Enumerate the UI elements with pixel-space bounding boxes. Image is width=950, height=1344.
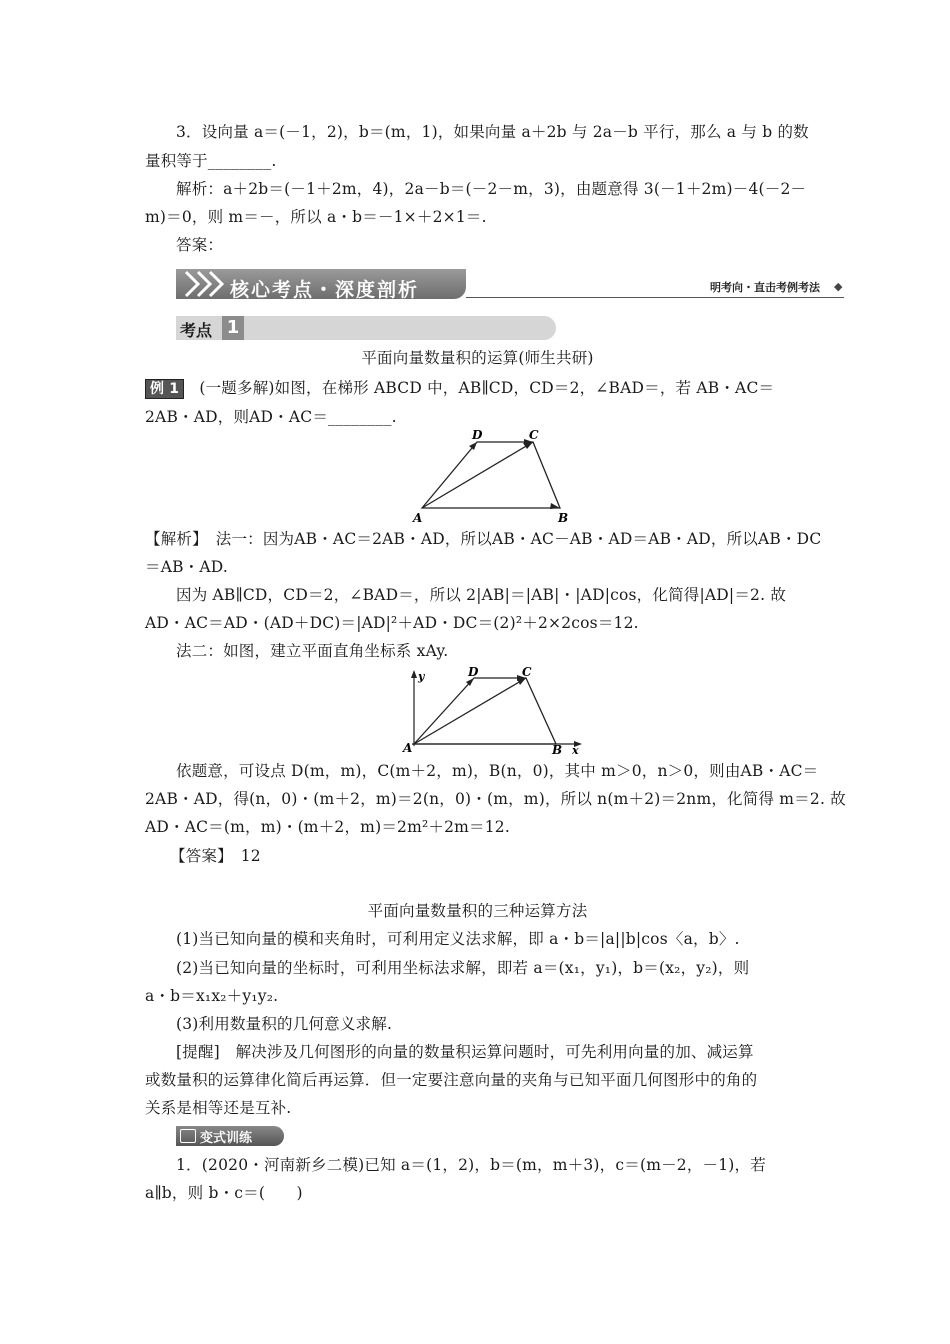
banner-subtitle: 明考向・直击考例考法 — [710, 281, 820, 294]
coordinate-figure — [400, 666, 590, 756]
methods-title: 平面向量数量积的三种运算方法 — [367, 902, 588, 920]
section-banner — [176, 266, 846, 300]
label-x: x — [572, 744, 579, 756]
label-b: B — [558, 511, 569, 525]
section-title: 平面向量数量积的运算(师生共研) — [361, 349, 594, 367]
label-y: y — [418, 670, 425, 683]
problem3-line1: 3．设向量 a＝(－1，2)，b＝(m，1)，如果向量 a＋2b 与 2a－b 平行，那么 a 与 b 的数 — [176, 123, 809, 141]
chevron-arrows-icon — [182, 269, 232, 299]
solution-line5: 法二：如图，建立平面直角坐标系 xAy. — [176, 642, 449, 660]
exercise1-line2: a∥b，则 b・c＝( ) — [145, 1184, 303, 1202]
tip-line3: 关系是相等还是互补. — [145, 1099, 292, 1117]
kaodian-header — [176, 316, 556, 340]
solution2-line1: 依题意，可设点 D(m，m)，C(m＋2，m)，B(n，0)，其中 m＞0，n＞0，则由AB・AC＝ — [176, 762, 819, 780]
example1-line1 — [145, 377, 810, 399]
trapezoid-outline — [422, 442, 560, 508]
exercise1-line1: 1．(2020・河南新乡二模)已知 a＝(1，2)，b＝(m，m＋3)，c＝(m－2，－1)，若 — [176, 1156, 766, 1174]
tip-line2: 或数量积的运算律化简后再运算．但一定要注意向量的夹角与已知平面几何图形中的角的 — [145, 1071, 758, 1089]
solution-line4: AD・AC＝AD・(AD＋DC)＝|AD|²＋AD・DC＝(2)²＋2×2cos＝12. — [145, 614, 639, 632]
label-d-2: D — [468, 666, 479, 679]
method1: (1)当已知向量的模和夹角时，可利用定义法求解，即 a・b＝|a||b|cos〈a，b〉. — [176, 930, 740, 948]
kaodian-label: 考点 — [180, 321, 213, 340]
trapezoid-outline-2 — [414, 678, 556, 744]
method2-line1: (2)当已知向量的坐标时，可利用坐标法求解，即若 a＝(x₁，y₁)，b＝(x₂，y₂)，则 — [176, 959, 750, 977]
label-b-2: B — [552, 743, 563, 756]
diagonal-ac-2 — [414, 678, 526, 744]
kaodian-number: 1 — [222, 316, 244, 340]
method2-line2: a・b＝x₁x₂＋y₁y₂. — [145, 987, 279, 1005]
notebook-icon — [180, 1129, 196, 1143]
arrowhead-d — [469, 442, 477, 450]
solution-line2: ＝AB・AD. — [145, 558, 228, 576]
diagonal-ac — [422, 442, 533, 508]
problem3-answer: 答案： — [176, 236, 224, 254]
diamond-icon: ◆ — [834, 280, 843, 293]
solution-line3: 因为 AB∥CD，CD＝2，∠BAD＝，所以 2|AB|＝|AB|・|AD|cos，化简得|AD|＝2. 故 — [176, 586, 787, 604]
variant-training-header — [176, 1126, 284, 1146]
tip-line1: [提醒] 解决涉及几何图形的向量的数量积运算问题时，可先利用向量的加、减运算 — [176, 1043, 754, 1061]
label-c-2: C — [522, 666, 532, 679]
label-d: D — [472, 430, 483, 442]
method3: (3)利用数量积的几何意义求解. — [176, 1015, 393, 1033]
solution2-line2: 2AB・AD，得(n，0)・(m＋2，m)＝2(n，0)・(m，m)，所以 n(m＋2)＝2nm，化简得 m＝2. 故 — [145, 790, 846, 808]
banner-box — [176, 269, 466, 299]
label-a-2: A — [403, 741, 413, 755]
solution2-line3: AD・AC＝(m，m)・(m＋2，m)＝2m²＋2m＝12. — [145, 818, 510, 836]
trapezoid-figure — [410, 430, 600, 530]
problem3-solution-line2: m)＝0，则 m＝－，所以 a・b＝－1×＋2×1＝. — [145, 208, 487, 226]
variant-label: 变式训练 — [200, 1131, 253, 1146]
solution-line1: 【解析】 法一：因为AB・AC＝2AB・AD，所以AB・AC－AB・AD＝AB・AD，所以AB・DC — [145, 530, 822, 548]
banner-title: 核心考点・深度剖析 — [230, 279, 420, 301]
example-tag: 例 1 — [145, 379, 184, 399]
banner-divider — [466, 297, 844, 298]
y-axis-arrow — [411, 670, 417, 678]
example1-text: (一题多解)如图，在梯形 ABCD 中，AB∥CD，CD＝2，∠BAD＝，若 AB・AC＝ — [199, 379, 775, 397]
answer-line: 【答案】 12 — [170, 847, 261, 865]
problem3-line2: 量积等于________. — [145, 152, 277, 170]
label-a: A — [413, 511, 423, 525]
label-c: C — [529, 430, 539, 442]
example1-line2: 2AB・AD，则AD・AC＝________. — [145, 408, 397, 426]
problem3-solution-line1: 解析：a＋2b＝(－1＋2m，4)，2a－b＝(－2－m，3)，由题意得 3(－1＋2m)－4(－2－ — [176, 180, 807, 198]
